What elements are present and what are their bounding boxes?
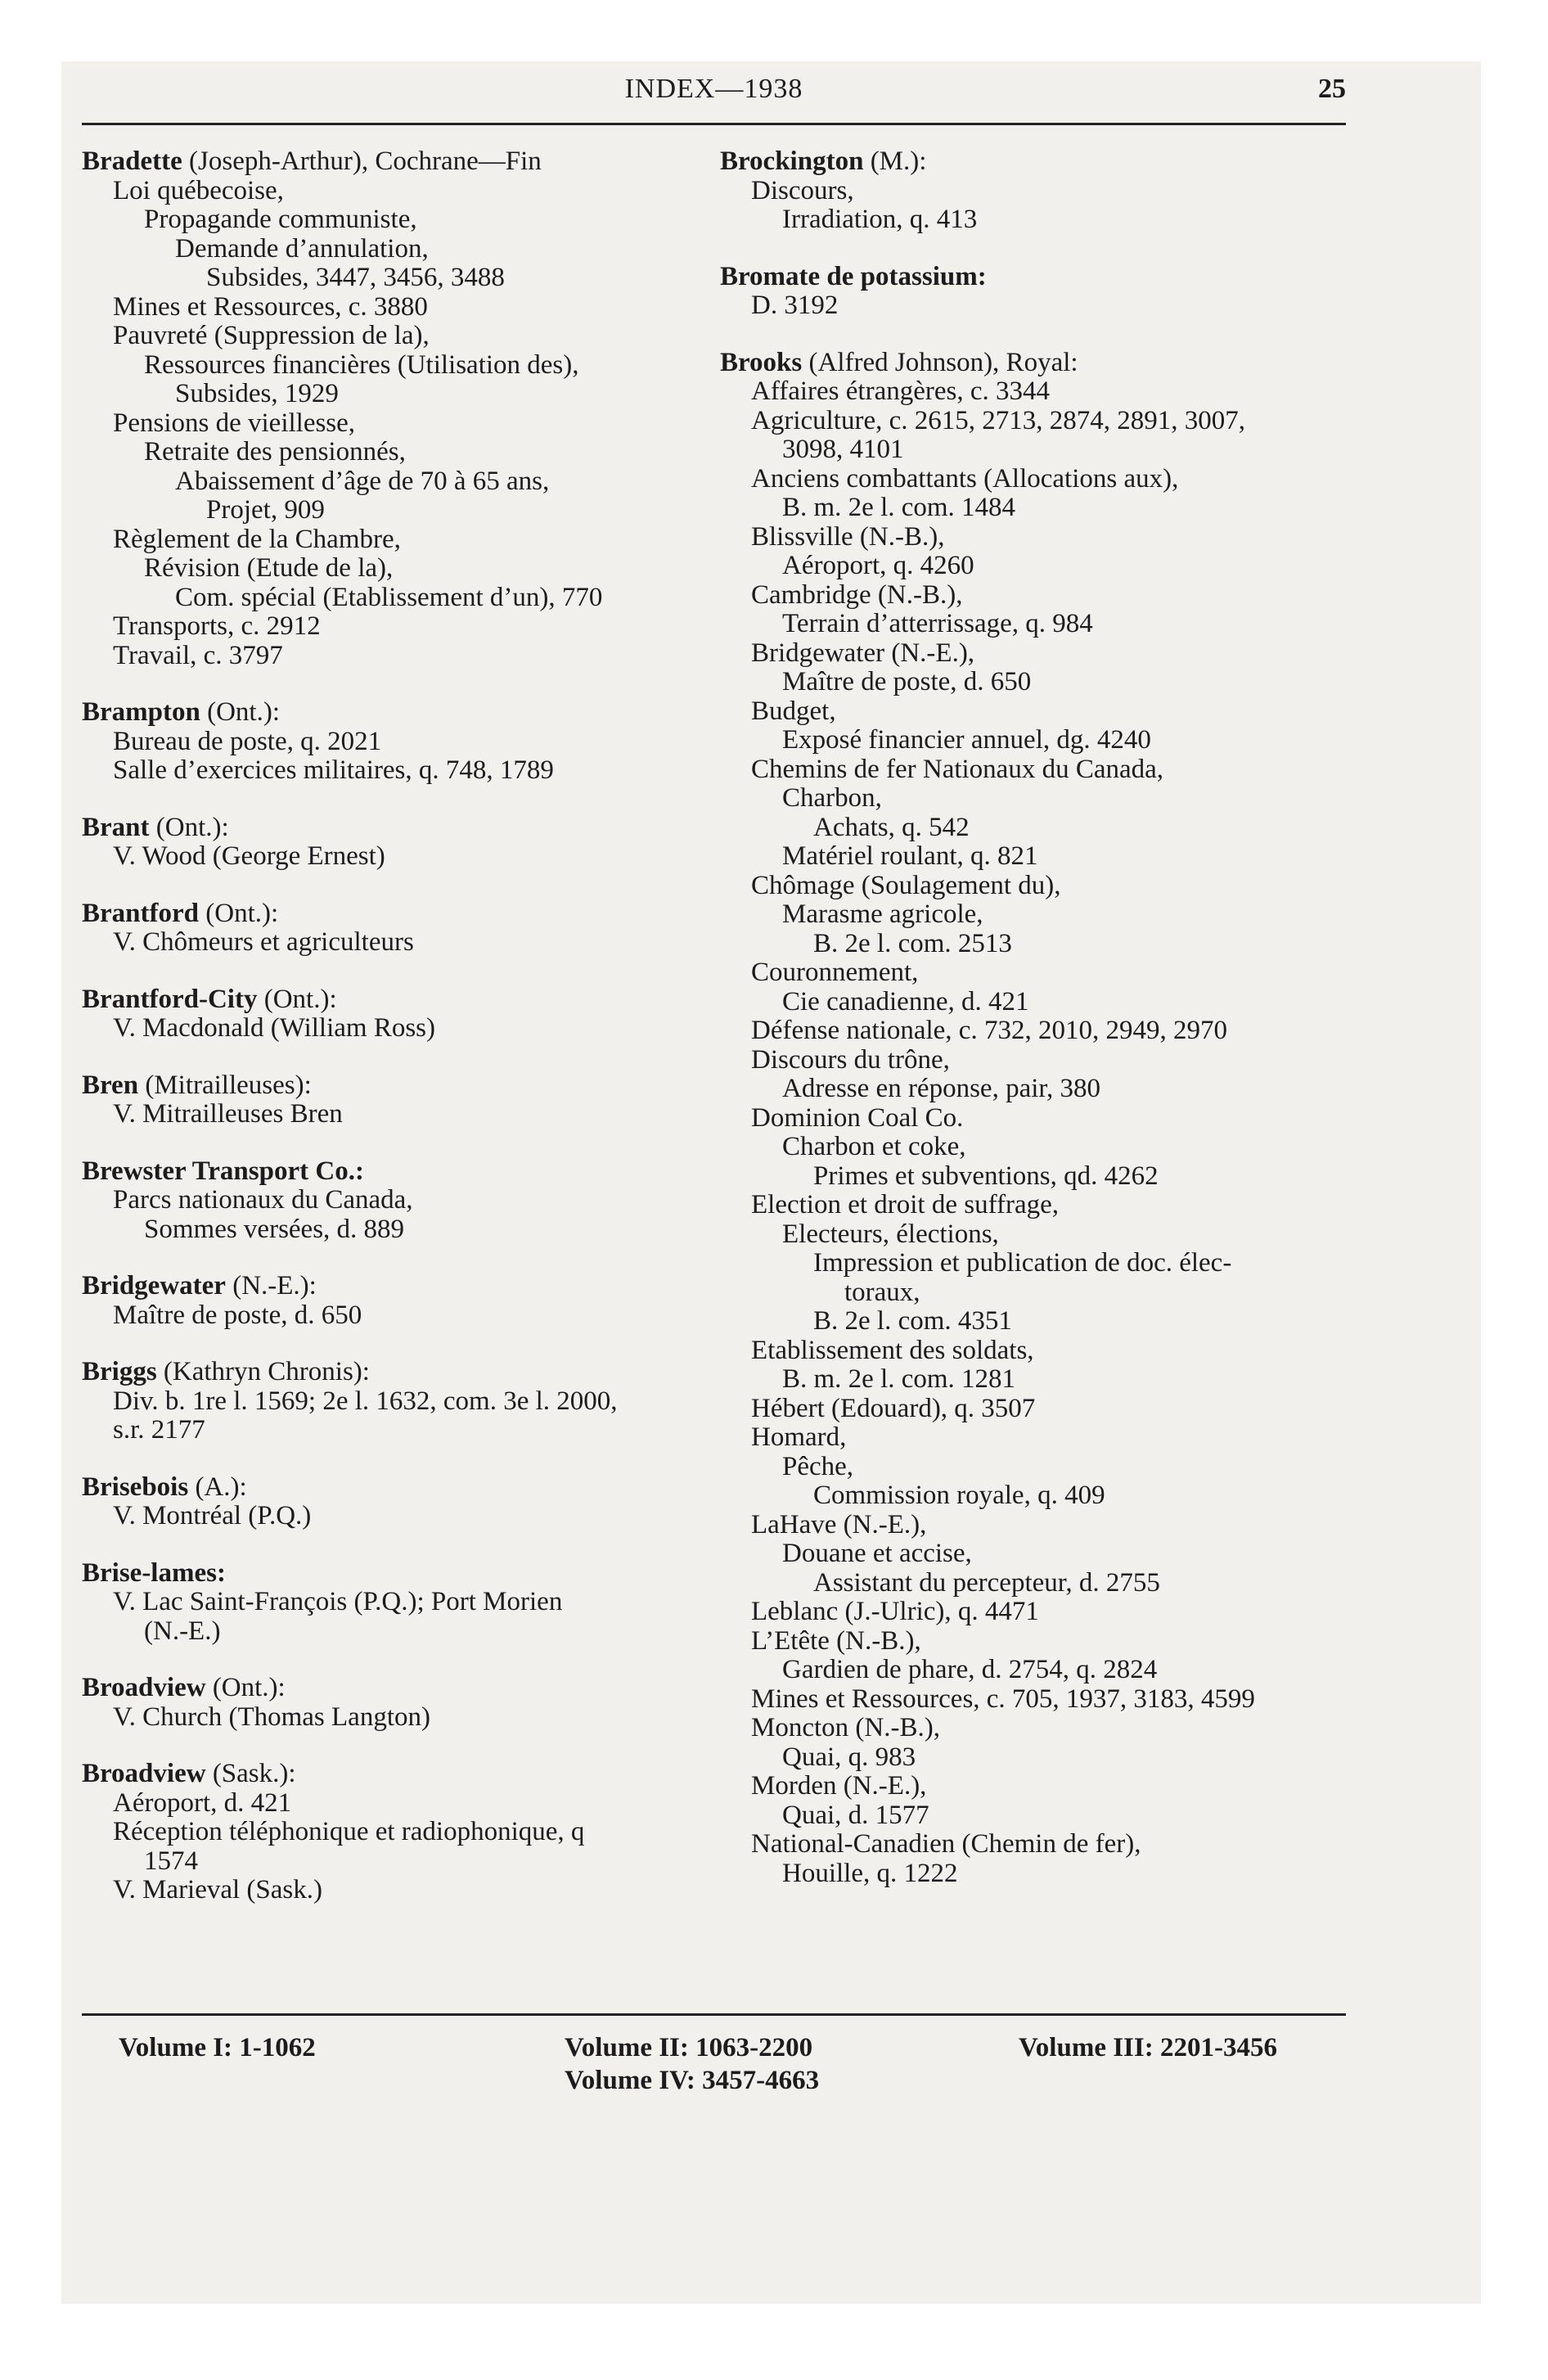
footer-volumes-2-4 [565,2031,819,2097]
entry-subline: Anciens combattants (Allocations aux), [751,463,1179,494]
index-entry [720,349,1375,1889]
entry-subline: 3098, 4101 [782,435,904,464]
entry-heading-term: Brise-lames: [82,1557,226,1588]
entry-subline: Chômage (Soulagement du), [751,870,1061,900]
entry-subline: Cie canadienne, d. 421 [782,986,1029,1016]
index-entry [82,147,761,670]
index-entry [82,1071,761,1129]
entry-heading-term: Brantford [82,898,199,928]
entry-subline: Subsides, 1929 [175,379,339,408]
entry-subline: Discours, [751,175,854,205]
entry-subline: Affaires étrangères, c. 3344 [751,376,1050,406]
entry-subline: Subsides, 3447, 3456, 3488 [206,263,505,292]
entry-subline: Div. b. 1re l. 1569; 2e l. 1632, com. 3e l. 2000, [113,1386,618,1416]
entry-heading: Brockington (M.): [720,146,927,176]
entry-subline: Révision (Etude de la), [144,553,394,583]
footer-volume-4: Volume IV: 3457-4663 [565,2066,820,2095]
entry-heading: Brantford-City (Ont.): [82,984,337,1014]
entry-subline: Etablissement des soldats, [751,1335,1034,1365]
entry-heading-term: Brant [82,812,150,842]
entry-subline: B. 2e l. com. 2513 [813,928,1012,958]
entry-subline: Mines et Ressources, c. 705, 1937, 3183, 4599 [751,1684,1255,1714]
entry-heading-term: Bradette [82,146,182,176]
index-entry [82,1358,761,1445]
index-entry [82,985,761,1044]
entry-subline: D. 3192 [751,291,839,320]
entry-heading-term: Broadview [82,1673,206,1702]
entry-subline: (N.-E.) [144,1616,221,1646]
entry-subline: Défense nationale, c. 732, 2010, 2949, 2970 [751,1016,1227,1045]
entry-subline: Douane et accise, [782,1539,972,1568]
entry-subline: B. m. 2e l. com. 1484 [782,493,1016,522]
page-header [82,74,1346,123]
entry-heading: Bridgewater (N.-E.): [82,1271,317,1300]
footer-volume-2: Volume II: 1063-2200 [565,2033,813,2062]
index-entry [82,1272,761,1330]
entry-heading-term: Brampton [82,697,200,727]
entry-heading: Brooks (Alfred Johnson), Royal: [720,347,1078,377]
entry-subline: B. m. 2e l. com. 1281 [782,1364,1016,1394]
entry-subline: L’Etête (N.-B.), [751,1625,921,1656]
entry-heading: Brisebois (A.): [82,1472,247,1502]
entry-subline: Agriculture, c. 2615, 2713, 2874, 2891, 3007, [751,405,1246,435]
entry-subline: Bridgewater (N.-E.), [751,638,975,668]
index-column-left [82,147,761,1933]
entry-subline: V. Marieval (Sask.) [113,1875,323,1904]
entry-subline: Hébert (Edouard), q. 3507 [751,1393,1036,1423]
entry-subline: Règlement de la Chambre, [113,524,401,554]
index-entry [720,147,1375,235]
entry-subline: Discours du trône, [751,1044,950,1075]
entry-subline: V. Macdonald (William Ross) [113,1013,436,1043]
index-entry [82,1157,761,1245]
entry-subline: Houille, q. 1222 [782,1858,958,1888]
entry-subline: V. Lac Saint-François (P.Q.); Port Morien [113,1587,563,1616]
entry-subline: Maître de poste, d. 650 [113,1300,362,1330]
entry-subline: Election et droit de suffrage, [751,1190,1060,1219]
index-column-right [720,147,1375,1916]
entry-subline: Marasme agricole, [782,899,983,929]
entry-heading: Brampton (Ont.): [82,697,280,727]
entry-subline: National-Canadien (Chemin de fer), [751,1829,1141,1859]
entry-subline: Com. spécial (Etablissement d’un), 770 [175,582,603,612]
entry-subline: Quai, d. 1577 [782,1800,929,1830]
entry-subline: Blissville (N.-B.), [751,521,945,552]
entry-subline: Travail, c. 3797 [113,640,283,670]
page-number: 25 [1318,74,1346,104]
entry-subline: Abaissement d’âge de 70 à 65 ans, [175,466,550,496]
entry-subline: Moncton (N.-B.), [751,1713,940,1742]
entry-subline: V. Chômeurs et agriculteurs [113,927,414,957]
entry-subline: Primes et subventions, qd. 4262 [813,1161,1159,1191]
index-entry [82,1473,761,1531]
entry-subline: Retraite des pensionnés, [144,437,406,467]
entry-subline: Quai, q. 983 [782,1742,916,1772]
entry-subline: Mines et Ressources, c. 3880 [113,291,428,322]
entry-heading-term: Brewster Transport Co.: [82,1156,364,1186]
entry-heading-term: Brisebois [82,1472,189,1502]
entry-heading [720,263,1375,292]
entry-subline: V. Wood (George Ernest) [113,841,385,871]
entry-subline: Aéroport, q. 4260 [782,551,974,580]
entry-subline: Electeurs, élections, [782,1219,999,1249]
header-rule [82,123,1346,125]
entry-subline: V. Mitrailleuses Bren [113,1099,343,1129]
entry-subline: 1574 [144,1846,198,1876]
entry-heading: Broadview (Sask.): [82,1759,296,1788]
index-entry [82,899,761,958]
entry-heading-term: Bromate de potassium: [720,261,987,291]
entry-subline: Charbon et coke, [782,1132,966,1161]
entry-subline: Pêche, [782,1451,854,1481]
entry-heading [82,1157,761,1187]
entry-heading [82,1559,761,1589]
entry-subline: Charbon, [782,783,882,813]
entry-subline: Cambridge (N.-B.), [751,579,963,610]
entry-heading: Bradette (Joseph-Arthur), Cochrane—Fin [82,146,542,176]
entry-subline: Pauvreté (Suppression de la), [113,321,430,350]
entry-subline: Exposé financier annuel, dg. 4240 [782,725,1151,755]
entry-subline: Dominion Coal Co. [751,1102,964,1133]
entry-heading-term: Briggs [82,1357,157,1386]
entry-heading-term: Brockington [720,146,864,176]
entry-subline: Impression et publication de doc. élec- [813,1248,1232,1278]
entry-subline: Assistant du percepteur, d. 2755 [813,1567,1160,1598]
entry-heading-term: Broadview [82,1759,206,1788]
entry-subline: Pensions de vieillesse, [113,408,356,438]
entry-subline: s.r. 2177 [113,1415,205,1445]
entry-heading: Brantford (Ont.): [82,898,279,928]
entry-subline: Chemins de fer Nationaux du Canada, [751,754,1164,784]
entry-subline: Homard, [751,1422,847,1452]
entry-subline: Irradiation, q. 413 [782,205,978,234]
entry-subline: Maître de poste, d. 650 [782,667,1032,696]
entry-subline: Sommes versées, d. 889 [144,1214,405,1244]
entry-subline: Leblanc (J.-Ulric), q. 4471 [751,1597,1039,1626]
entry-subline: Couronnement, [751,958,919,987]
entry-subline: Transports, c. 2912 [113,611,321,641]
entry-heading: Broadview (Ont.): [82,1673,286,1702]
entry-subline: Budget, [751,696,836,726]
entry-subline: Gardien de phare, d. 2754, q. 2824 [782,1655,1158,1684]
entry-heading: Briggs (Kathryn Chronis): [82,1357,370,1386]
entry-subline: Parcs nationaux du Canada, [113,1185,413,1215]
entry-heading: Bren (Mitrailleuses): [82,1070,312,1100]
entry-subline: Matériel roulant, q. 821 [782,841,1038,871]
entry-subline: V. Montréal (P.Q.) [113,1501,312,1530]
index-entry [720,263,1375,321]
entry-subline: Propagande communiste, [144,205,417,234]
footer-volume-1: Volume I: 1-1062 [119,2033,316,2062]
entry-heading-term: Brantford-City [82,984,258,1014]
entry-heading: Brant (Ont.): [82,812,229,842]
entry-subline: Projet, 909 [206,495,325,525]
entry-subline: Loi québecoise, [113,175,284,205]
entry-subline: Ressources financières (Utilisation des), [144,349,579,380]
entry-subline: toraux, [844,1277,920,1307]
entry-subline: Achats, q. 542 [813,812,970,842]
entry-heading-term: Bridgewater [82,1271,226,1300]
entry-subline: Salle d’exercices militaires, q. 748, 1789 [113,755,554,785]
entry-subline: Commission royale, q. 409 [813,1481,1105,1510]
index-entry [82,1559,761,1647]
entry-subline: V. Church (Thomas Langton) [113,1702,430,1732]
footer-rule [82,2013,1346,2016]
entry-subline: Morden (N.-E.), [751,1771,927,1801]
entry-subline: Terrain d’atterrissage, q. 984 [782,609,1093,638]
entry-subline: Bureau de poste, q. 2021 [113,726,382,756]
entry-subline: Aéroport, d. 421 [113,1787,292,1818]
index-entry [82,1760,761,1905]
entry-subline: LaHave (N.-E.), [751,1509,927,1539]
entry-subline: B. 2e l. com. 4351 [813,1306,1012,1336]
index-entry [82,698,761,786]
index-entry [82,814,761,872]
entry-subline: Réception téléphonique et radiophonique, q [113,1817,585,1846]
entry-subline: Demande d’annulation, [175,233,429,264]
index-entry [82,1674,761,1732]
entry-heading-term: Brooks [720,347,803,377]
entry-heading-term: Bren [82,1070,139,1100]
running-title: INDEX—1938 [624,74,803,104]
footer-volume-3: Volume III: 2201-3456 [1019,2033,1277,2062]
entry-subline: Adresse en réponse, pair, 380 [782,1074,1101,1103]
